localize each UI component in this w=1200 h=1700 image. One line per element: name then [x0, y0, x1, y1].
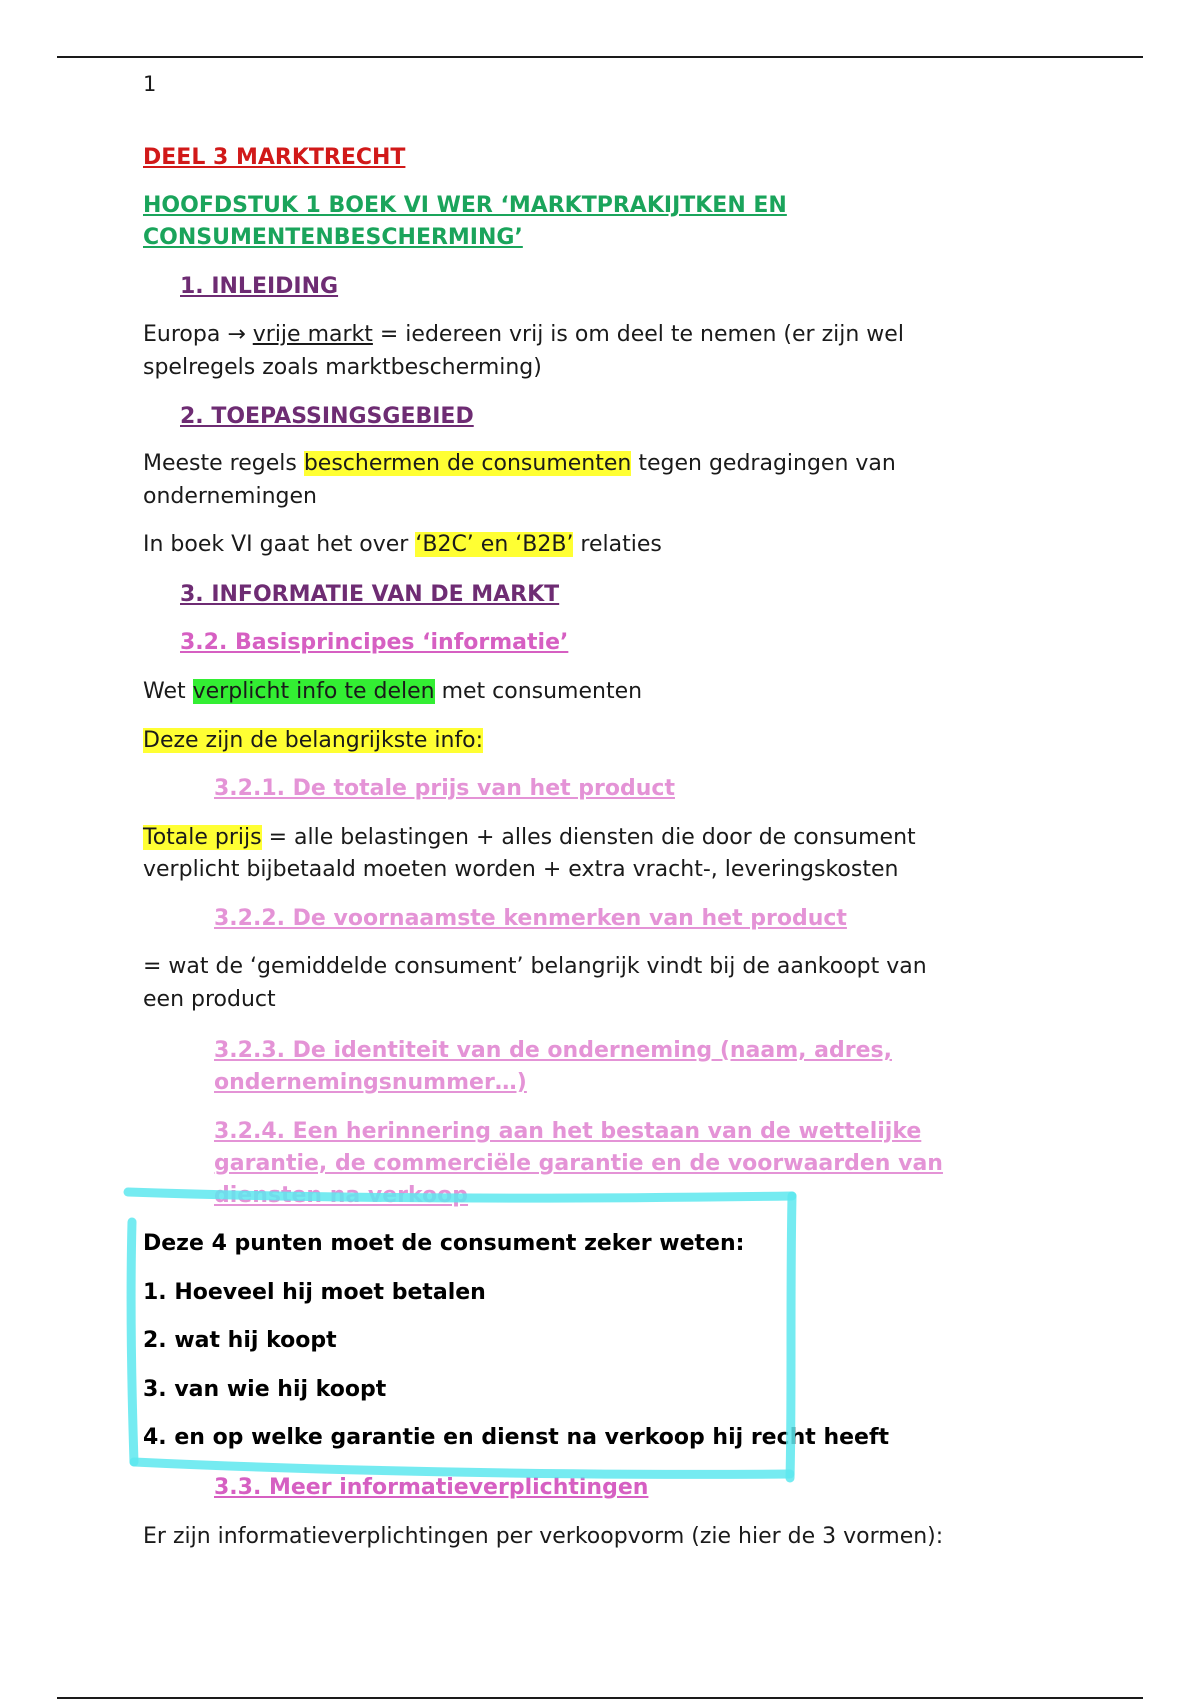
highlighted-text: Totale prijs: [143, 825, 262, 850]
paragraph-totale-prijs-line2: verplicht bijbetaald moeten worden + extra vracht-, leveringskosten: [143, 857, 899, 882]
page-number: 1: [143, 72, 157, 96]
text: tegen gedragingen van: [631, 451, 896, 476]
text: Wet: [143, 679, 193, 704]
summary-intro: Deze 4 punten moet de consument zeker weten:: [143, 1231, 745, 1256]
paragraph-kenmerken-line1: = wat de ‘gemiddelde consument’ belangrijk vindt bij de aankoopt van: [143, 954, 927, 979]
text: relaties: [573, 532, 662, 557]
highlighted-text: beschermen de consumenten: [303, 451, 632, 476]
summary-item: 1. Hoeveel hij moet betalen: [143, 1280, 486, 1305]
subheading-herinnering-line1: 3.2.4. Een herinnering aan het bestaan van de wettelijke: [214, 1119, 922, 1144]
paragraph-wet: [143, 675, 642, 708]
section-title: DEEL 3 MARKTRECHT: [143, 145, 406, 170]
text: = alle belastingen + alles diensten die door de consument: [261, 825, 916, 850]
underlined-term: vrije markt: [252, 322, 373, 347]
paragraph-toepassing-line1: [143, 447, 896, 480]
text: Europa: [143, 322, 228, 347]
chapter-title-line1: HOOFDSTUK 1 BOEK VI WER ‘MARKTPRAKIJTKEN EN: [143, 193, 787, 218]
paragraph-b2c-b2b: [143, 528, 662, 561]
subheading-totale-prijs: 3.2.1. De totale prijs van het product: [214, 776, 675, 801]
footer-rule: [57, 1697, 1143, 1699]
text: Meeste regels: [143, 451, 304, 476]
subheading-kenmerken: 3.2.2. De voornaamste kenmerken van het product: [214, 906, 847, 931]
paragraph-belangrijkste-info: [143, 724, 483, 757]
text: = iedereen vrij is om deel te nemen (er zijn wel: [372, 322, 904, 347]
summary-item: 4. en op welke garantie en dienst na verkoop hij recht heeft: [143, 1425, 890, 1450]
paragraph-inleiding-line1: [143, 318, 904, 351]
subheading-basisprincipes: 3.2. Basisprincipes ‘informatie’: [180, 630, 569, 655]
paragraph-inleiding-line2: spelregels zoals marktbescherming): [143, 355, 542, 380]
highlighted-text: verplicht info te delen: [192, 679, 435, 704]
paragraph-toepassing-line2: ondernemingen: [143, 484, 317, 509]
subheading-meer-informatie: 3.3. Meer informatieverplichtingen: [214, 1475, 649, 1500]
text: [246, 322, 253, 347]
heading-toepassingsgebied: 2. TOEPASSINGSGEBIED: [180, 404, 474, 429]
subheading-herinnering-line2: garantie, de commerciële garantie en de voorwaarden van: [214, 1151, 943, 1176]
paragraph-verkoopvorm: Er zijn informatieverplichtingen per verkoopvorm (zie hier de 3 vormen):: [143, 1524, 944, 1549]
highlighted-text: Deze zijn de belangrijkste info:: [143, 728, 484, 753]
heading-informatie-markt: 3. INFORMATIE VAN DE MARKT: [180, 582, 560, 607]
subheading-identiteit-line2: ondernemingsnummer…): [214, 1070, 527, 1095]
arrow-icon: →: [227, 322, 246, 347]
heading-inleiding: 1. INLEIDING: [180, 274, 339, 299]
paragraph-totale-prijs-line1: [143, 821, 916, 854]
summary-item: 2. wat hij koopt: [143, 1328, 337, 1353]
subheading-herinnering-line3: diensten na verkoop: [214, 1183, 469, 1208]
text: In boek VI gaat het over: [143, 532, 416, 557]
subheading-identiteit-line1: 3.2.3. De identiteit van de onderneming (naam, adres,: [214, 1038, 892, 1063]
chapter-title-line2: CONSUMENTENBESCHERMING’: [143, 225, 523, 250]
header-rule: [57, 56, 1143, 58]
text: met consumenten: [434, 679, 643, 704]
summary-item: 3. van wie hij koopt: [143, 1377, 387, 1402]
highlighted-text: ‘B2C’ en ‘B2B’: [415, 532, 574, 557]
paragraph-kenmerken-line2: een product: [143, 987, 276, 1012]
